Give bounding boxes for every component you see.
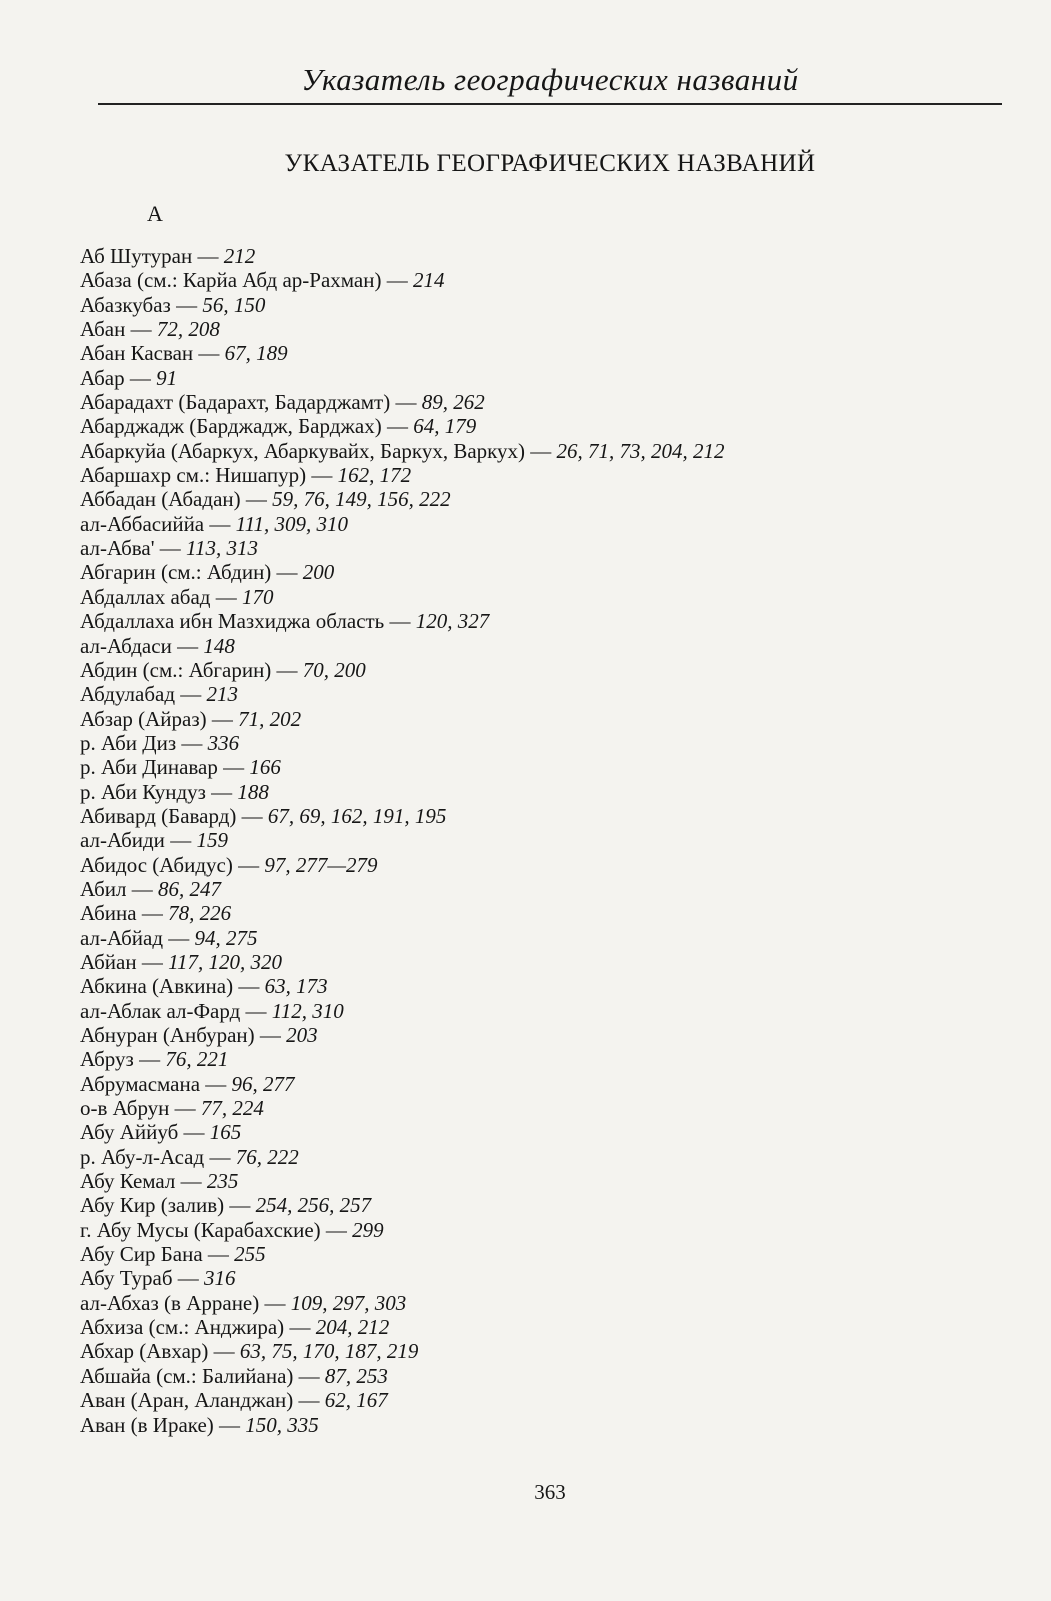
entry-dash: — <box>236 803 268 828</box>
entry-dash: — <box>164 828 197 853</box>
entry-dash: — <box>306 463 338 488</box>
entry-pages: 113, 313 <box>186 536 258 561</box>
index-entry <box>80 828 980 852</box>
entry-dash: — <box>320 1217 353 1242</box>
entry-name: Абарджадж (Барджадж, Барджах) <box>80 414 382 439</box>
entry-pages: 170 <box>242 584 274 609</box>
index-entry <box>80 414 980 438</box>
index-entry <box>80 1291 980 1315</box>
entry-name: Абдулабад <box>80 682 176 707</box>
index-entry <box>80 731 980 755</box>
entry-pages: 76, 221 <box>165 1047 229 1072</box>
entry-pages: 188 <box>237 779 269 804</box>
entry-name: ал-Абиди <box>80 828 165 853</box>
entry-pages: 299 <box>352 1217 384 1242</box>
entry-name: Абзар (Айраз) <box>80 706 207 731</box>
entry-dash: — <box>213 1412 246 1437</box>
entry-name: Абаркуйа (Абаркух, Абаркувайх, Баркух, Варкух) <box>80 438 526 463</box>
entry-dash: — <box>133 1047 166 1072</box>
index-entry <box>80 901 980 925</box>
entry-dash: — <box>124 365 157 390</box>
entry-dash: — <box>170 292 203 317</box>
index-entry <box>80 1339 980 1363</box>
entry-name: Абхар (Авхар) <box>80 1339 209 1364</box>
running-head: Указатель географических названий <box>301 62 799 97</box>
entry-name: ал-Абва' <box>80 536 155 561</box>
entry-dash: — <box>232 852 265 877</box>
index-entry <box>80 439 980 463</box>
entry-pages: 159 <box>196 828 228 853</box>
entry-name: Абидос (Абидус) <box>80 852 233 877</box>
index-entry <box>80 877 980 901</box>
entry-name: Абарадахт (Бадарахт, Бадарджамт) <box>80 390 391 415</box>
entry-pages: 165 <box>209 1120 242 1145</box>
index-entry <box>80 1413 980 1437</box>
entry-dash: — <box>154 536 187 561</box>
entry-name: Абаршахр см.: Нишапур) <box>80 463 307 488</box>
entry-pages: 111, 309, 310 <box>235 511 349 536</box>
entry-pages: 59, 76, 149, 156, 222 <box>272 487 451 512</box>
entry-name: Абхиза (см.: Анджира) <box>80 1315 285 1340</box>
entry-name: р. Аби Динавар <box>80 755 218 780</box>
entry-dash: — <box>381 268 413 293</box>
entry-dash: — <box>293 1388 325 1413</box>
entry-name: Абдаллаха ибн Мазхиджа область <box>80 609 385 634</box>
entry-dash: — <box>125 317 157 342</box>
entry-name: Абу Кемал <box>80 1169 176 1194</box>
entry-pages: 120, 327 <box>415 609 490 634</box>
entry-pages: 89, 262 <box>421 390 485 415</box>
entry-dash: — <box>284 1315 316 1340</box>
entry-name: Аб Шутуран <box>80 244 193 268</box>
entry-name: Абгарин (см.: Абдин) <box>80 560 272 585</box>
entry-pages: 94, 275 <box>194 925 258 950</box>
entry-pages: 112, 310 <box>271 998 344 1023</box>
entry-dash: — <box>271 657 303 682</box>
entry-dash: — <box>208 1339 240 1364</box>
entry-dash: — <box>233 974 265 999</box>
index-entry <box>80 1218 980 1242</box>
entry-pages: 72, 208 <box>156 317 220 342</box>
entry-name: Абазкубаз <box>80 292 171 317</box>
index-entry <box>80 463 980 487</box>
entry-pages: 109, 297, 303 <box>290 1290 407 1315</box>
entry-dash: — <box>293 1363 325 1388</box>
entry-name: р. Абу-л-Асад <box>80 1144 205 1169</box>
entry-dash: — <box>271 560 303 585</box>
entry-pages: 77, 224 <box>200 1096 264 1121</box>
entry-pages: 148 <box>203 633 235 658</box>
entry-dash: — <box>254 1023 287 1047</box>
entry-pages: 254, 256, 257 <box>255 1193 372 1218</box>
entry-name: Абу Аййуб <box>80 1120 179 1145</box>
entry-pages: 97, 277—279 <box>264 852 378 877</box>
entry-pages: 78, 226 <box>168 901 232 926</box>
entry-pages: 87, 253 <box>324 1363 388 1388</box>
entry-dash: — <box>175 1169 207 1194</box>
entry-name: Аббадан (Абадан) <box>80 487 241 512</box>
entry-pages: 76, 222 <box>235 1144 299 1169</box>
entry-name: ал-Абйад <box>80 925 164 950</box>
index-entry <box>80 634 980 658</box>
index-title: УКАЗАТЕЛЬ ГЕОГРАФИЧЕСКИХ НАЗВАНИЙ <box>284 150 816 177</box>
entry-name: Абдин (см.: Абгарин) <box>80 657 272 682</box>
entry-name: Абшайа (см.: Балийана) <box>80 1363 294 1388</box>
entry-pages: 204, 212 <box>315 1315 390 1340</box>
entry-dash: — <box>217 755 250 780</box>
entry-dash: — <box>240 998 272 1023</box>
entry-dash: — <box>200 1071 232 1096</box>
entry-name: р. Аби Кундуз <box>80 779 206 804</box>
entry-name: ал-Аблак ал-Фард <box>80 998 241 1023</box>
index-entry <box>80 244 980 268</box>
index-entry <box>80 974 980 998</box>
entry-name: р. Аби Диз <box>80 730 177 755</box>
header-rule <box>98 103 1002 105</box>
entry-pages: 213 <box>206 682 239 707</box>
entry-dash: — <box>390 390 422 415</box>
entry-pages: 203 <box>286 1023 318 1047</box>
entry-pages: 336 <box>207 730 240 755</box>
entry-dash: — <box>240 487 273 512</box>
entry-dash: — <box>175 682 207 707</box>
index-entry <box>80 780 980 804</box>
entry-pages: 166 <box>249 755 281 780</box>
entry-dash: — <box>381 414 414 439</box>
entry-pages: 26, 71, 73, 204, 212 <box>556 438 725 463</box>
entry-pages: 255 <box>234 1242 266 1267</box>
entry-dash: — <box>193 341 225 366</box>
index-entry <box>80 1072 980 1096</box>
entry-pages: 235 <box>206 1169 239 1194</box>
entry-dash: — <box>259 1290 291 1315</box>
index-entry <box>80 1242 980 1266</box>
index-entry <box>80 536 980 560</box>
index-entry <box>80 853 980 877</box>
entry-name: Абу Сир Бана <box>80 1242 203 1267</box>
entry-name: Абина <box>80 901 137 926</box>
index-entry <box>80 585 980 609</box>
entry-name: Абйан <box>80 949 137 974</box>
entry-pages: 70, 200 <box>302 657 366 682</box>
entry-name: Абан <box>80 317 126 342</box>
section-letter: А <box>147 201 163 226</box>
entry-name: Абдаллах абад <box>80 584 211 609</box>
index-entry <box>80 487 980 511</box>
entry-name: ал-Абхаз (в Арране) <box>80 1290 260 1315</box>
index-entry <box>80 512 980 536</box>
entry-name: Абрумасмана <box>80 1071 201 1096</box>
index-entry <box>80 1145 980 1169</box>
index-entry <box>80 658 980 682</box>
entry-name: Абу Кир (залив) <box>80 1193 225 1218</box>
entry-name: ал-Абдаси <box>80 633 172 658</box>
entry-dash: — <box>169 1096 201 1121</box>
index-entry <box>80 1120 980 1144</box>
index-entry <box>80 950 980 974</box>
index-entry <box>80 341 980 365</box>
index-entry <box>80 317 980 341</box>
entry-dash: — <box>384 609 416 634</box>
entry-pages: 67, 189 <box>224 341 288 366</box>
entry-pages: 316 <box>204 1266 236 1291</box>
index-entry <box>80 1023 980 1047</box>
index-entry <box>80 804 980 828</box>
entry-dash: — <box>172 1266 205 1291</box>
index-entry <box>80 1388 980 1412</box>
entry-dash: — <box>202 1242 235 1267</box>
entry-name: Абивард (Бавард) <box>80 803 237 828</box>
entry-dash: — <box>224 1193 256 1218</box>
entry-dash: — <box>210 584 242 609</box>
entry-pages: 117, 120, 320 <box>168 949 283 974</box>
index-entry <box>80 1169 980 1193</box>
entry-pages: 64, 179 <box>413 414 477 439</box>
entry-name: ал-Аббасиййа <box>80 511 205 536</box>
entry-dash: — <box>126 876 159 901</box>
index-entry <box>80 682 980 706</box>
entry-pages: 212 <box>223 244 256 268</box>
index-entry <box>80 1096 980 1120</box>
entry-dash: — <box>171 633 204 658</box>
entry-pages: 67, 69, 162, 191, 195 <box>267 803 447 828</box>
entry-name: Абил <box>80 876 127 901</box>
entry-dash: — <box>176 730 208 755</box>
entry-name: Абнуран (Анбуран) <box>80 1023 255 1047</box>
entry-pages: 63, 75, 170, 187, 219 <box>239 1339 419 1364</box>
entry-name: Абу Тураб <box>80 1266 173 1291</box>
entry-pages: 162, 172 <box>337 463 412 488</box>
entry-dash: — <box>204 511 236 536</box>
index-entry <box>80 560 980 584</box>
entry-dash: — <box>525 438 557 463</box>
entry-name: Абкина (Авкина) <box>80 974 234 999</box>
entry-name: Аван (в Ираке) <box>80 1412 214 1437</box>
index-entry <box>80 1315 980 1339</box>
entry-dash: — <box>206 706 239 731</box>
page-number: 363 <box>534 1480 566 1504</box>
entry-dash: — <box>136 901 169 926</box>
entry-pages: 150, 335 <box>245 1412 319 1437</box>
entry-name: о-в Абрун <box>80 1096 170 1121</box>
entry-name: Абан Касван <box>80 341 194 366</box>
index-entry <box>80 1047 980 1071</box>
entry-dash: — <box>204 1144 236 1169</box>
entry-pages: 86, 247 <box>158 876 222 901</box>
entry-pages: 62, 167 <box>324 1388 388 1413</box>
index-entry <box>80 707 980 731</box>
entry-name: Абруз <box>80 1047 134 1072</box>
entry-name: Аван (Аран, Аланджан) <box>80 1388 294 1413</box>
entry-pages: 71, 202 <box>238 706 302 731</box>
entry-name: г. Абу Мусы (Карабахские) <box>80 1217 321 1242</box>
index-entry <box>80 390 980 414</box>
entry-dash: — <box>178 1120 210 1145</box>
entry-name: Абаза (см.: Карйа Абд ар-Рахман) <box>80 268 382 293</box>
index-entry <box>80 609 980 633</box>
entry-pages: 56, 150 <box>202 292 266 317</box>
index-entry <box>80 999 980 1023</box>
entry-pages: 91 <box>156 365 178 390</box>
index-entry <box>80 1266 980 1290</box>
index-entry <box>80 366 980 390</box>
entry-pages: 214 <box>412 268 445 293</box>
entry-pages: 200 <box>302 560 335 585</box>
index-entry <box>80 1364 980 1388</box>
index-entry <box>80 1193 980 1217</box>
index-entry-list <box>80 244 980 1437</box>
entry-dash: — <box>163 925 195 950</box>
entry-name: Абар <box>80 365 125 390</box>
index-entry <box>80 268 980 292</box>
entry-pages: 96, 277 <box>231 1071 295 1096</box>
entry-dash: — <box>136 949 169 974</box>
index-entry <box>80 755 980 779</box>
entry-dash: — <box>192 244 224 268</box>
index-entry <box>80 293 980 317</box>
entry-pages: 63, 173 <box>264 974 328 999</box>
entry-dash: — <box>205 779 238 804</box>
index-entry <box>80 926 980 950</box>
